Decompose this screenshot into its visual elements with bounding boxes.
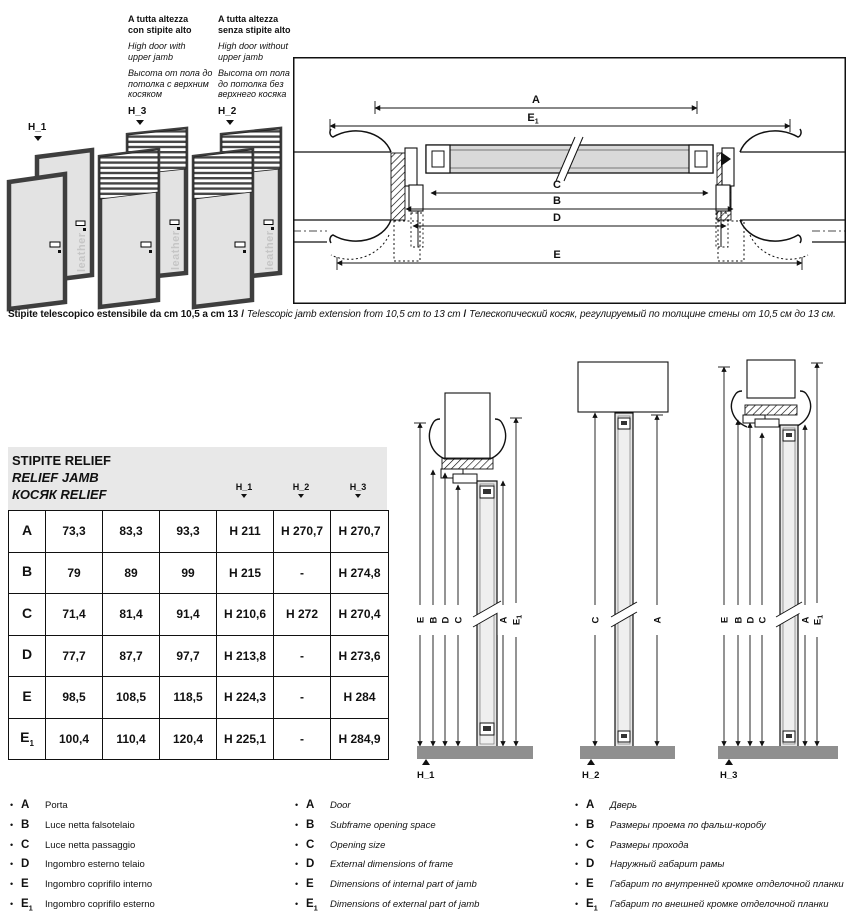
dim-label-b: B	[553, 195, 561, 207]
legend-key: B	[306, 818, 315, 831]
label-it: A tutta altezza con stipite alto	[128, 14, 192, 35]
table-cell: -	[274, 718, 331, 760]
leather-watermark: leather	[76, 232, 88, 272]
dimensions-table	[8, 510, 389, 760]
table-cell: H 225,1	[217, 718, 274, 760]
bullet-icon: •	[575, 800, 579, 810]
table-cell: 118,5	[160, 677, 217, 719]
table-cell: 87,7	[103, 635, 160, 677]
caption: Stipite telescopico estensibile da cm 10,5 a cm 13 / Telescopic jamb extension from 10,5 cm to 13 cm / Телескопический косяк, регулируемый по толщине стены от 10,5 см до 13 см.	[8, 309, 836, 320]
table-cell: H 270,4	[331, 594, 389, 636]
leather-watermark: leather	[170, 230, 182, 270]
legend-text: Габарит по внешней кромке отделочной планки	[610, 898, 829, 910]
title-en: RELIEF JAMB	[12, 470, 99, 485]
bullet-icon: •	[10, 839, 14, 850]
legend-item	[575, 799, 844, 813]
table-cell: 99	[160, 552, 217, 594]
dimension-labels	[719, 603, 825, 637]
dim-label-e: E	[719, 616, 731, 624]
legend-key: C	[306, 838, 315, 851]
dim-label-e: E	[553, 249, 561, 261]
table-cell: 71,4	[46, 594, 103, 636]
bullet-icon: •	[10, 879, 14, 890]
legend-item	[575, 858, 844, 872]
legend-item	[10, 858, 155, 872]
legend-text: Dimensions of external part of jamb	[330, 898, 480, 910]
dim-label-c: C	[590, 616, 602, 624]
legend-text: Размеры проема по фальш-коробу	[610, 819, 766, 831]
legend-text: Porta	[45, 800, 68, 811]
dim-label-d: D	[440, 616, 452, 624]
title-it: STIPITE RELIEF	[12, 453, 111, 468]
door-leaf	[611, 413, 637, 747]
vertical-sections	[395, 355, 846, 790]
legend-item	[575, 878, 844, 892]
dim-label-c: C	[553, 179, 561, 191]
row-label: A	[9, 511, 46, 553]
legend-english	[295, 799, 479, 918]
table-cell: 93,3	[160, 511, 217, 553]
legend-key: C	[21, 838, 30, 851]
table-cell: H 224,3	[217, 677, 274, 719]
table-cell: 81,4	[103, 594, 160, 636]
door-group-h1	[9, 150, 92, 309]
bullet-icon: •	[10, 898, 14, 909]
table-cell: H 210,6	[217, 594, 274, 636]
bullet-icon: •	[295, 839, 299, 850]
dim-label-a: A	[498, 616, 510, 624]
table-cell: 98,5	[46, 677, 103, 719]
table-cell: -	[274, 552, 331, 594]
row-label: C	[9, 594, 46, 636]
floor-bar	[417, 746, 533, 759]
legend-text: Ingombro esterno telaio	[45, 859, 145, 871]
legend-key: E	[21, 878, 29, 891]
dimension-labels	[527, 94, 561, 261]
legend-key: D	[586, 858, 595, 871]
dim-label-c: C	[453, 616, 465, 624]
label-ru: Высота от пола до потолка без верхнего косяка	[218, 68, 290, 99]
telescopic-dotted-outlines	[331, 221, 808, 261]
legend-item	[295, 819, 479, 833]
title-ru: КОСЯК RELIEF	[12, 487, 107, 502]
legend-text: Дверь	[610, 800, 638, 811]
caption-ru: Телескопический косяк, регулируемый по толщине стены от 10,5 см до 13 см.	[469, 309, 836, 320]
dim-label-c: C	[757, 616, 769, 624]
bullet-icon: •	[295, 898, 299, 909]
legend-item	[575, 898, 844, 912]
legend-russian	[575, 799, 844, 918]
table-cell: 89	[103, 552, 160, 594]
table-cell: H 213,8	[217, 635, 274, 677]
legend-key: A	[586, 799, 595, 811]
table-cell: 77,7	[46, 635, 103, 677]
table-cell: 110,4	[103, 718, 160, 760]
bullet-icon: •	[295, 879, 299, 890]
legend-item	[575, 819, 844, 833]
legend-text: Размеры прохода	[610, 839, 689, 851]
bullet-icon: •	[10, 800, 14, 810]
arrow-up-icon	[587, 759, 595, 765]
section-label-h2: H_2	[582, 770, 600, 781]
section-h2	[578, 362, 675, 781]
row-label: D	[9, 635, 46, 677]
legend-item	[295, 898, 479, 912]
table-cell: H 270,7	[331, 511, 389, 553]
bullet-icon: •	[295, 859, 299, 870]
door-group-h3	[100, 129, 186, 307]
table-row	[9, 718, 389, 760]
table-row	[9, 635, 389, 677]
diagram-border	[294, 58, 846, 304]
legend-text: Luce netta falsotelaio	[45, 819, 135, 831]
legend-key: E	[306, 878, 314, 891]
door-leaf	[473, 481, 501, 747]
bullet-icon: •	[10, 859, 14, 870]
legend-key: B	[586, 818, 595, 831]
table-cell: H 284	[331, 677, 389, 719]
floor-bar	[580, 746, 675, 759]
arrow-up-icon	[422, 759, 430, 765]
section-h3	[718, 360, 838, 781]
table-cell: 79	[46, 552, 103, 594]
legend-item	[295, 858, 479, 872]
table-cell: 97,7	[160, 635, 217, 677]
legend-key: A	[21, 799, 30, 811]
legend-key: B	[21, 818, 30, 831]
legend-item	[10, 878, 155, 892]
door-group-h2	[194, 129, 280, 307]
section-label-h3: H_3	[720, 770, 738, 781]
table-row	[9, 511, 389, 553]
col-header-h1: H_1	[222, 482, 266, 498]
legend-key: E	[586, 878, 594, 891]
table-cell: H 272	[274, 594, 331, 636]
legend-item	[295, 878, 479, 892]
dim-label-e1: $E_1$	[812, 614, 825, 626]
label-ru: Высота от пола до потолка с верхним косяком	[128, 68, 213, 99]
table-cell: -	[274, 635, 331, 677]
section-h1	[414, 393, 533, 781]
dim-label-a: A	[800, 616, 812, 624]
legend-item	[10, 799, 155, 813]
label-en: High door with upper jamb	[128, 41, 186, 62]
legend-text: Luce netta passaggio	[45, 839, 136, 851]
door-leaf	[776, 425, 802, 747]
legend-item	[10, 898, 155, 912]
dim-label-d: D	[745, 616, 757, 624]
legend-key: D	[21, 858, 30, 871]
col-header-h2: H_2	[279, 482, 323, 498]
col-header-h3: H_3	[336, 482, 380, 498]
legend-item	[295, 799, 479, 813]
bullet-icon: •	[10, 819, 14, 830]
dim-label-a: A	[532, 94, 540, 106]
legend-key: $E_1$	[306, 897, 318, 913]
legend-key: A	[306, 799, 315, 811]
door-type-label-h3	[128, 14, 220, 125]
legend-text: Door	[330, 800, 351, 811]
table-cell: H 215	[217, 552, 274, 594]
dimension-labels	[415, 603, 524, 637]
table-cell: H 211	[217, 511, 274, 553]
legend-item	[10, 819, 155, 833]
door-leaf-plan	[426, 137, 713, 181]
arrow-down-icon	[241, 494, 247, 498]
table-row	[9, 552, 389, 594]
bullet-icon: •	[295, 819, 299, 830]
table-cell: H 284,9	[331, 718, 389, 760]
table-cell: 83,3	[103, 511, 160, 553]
table-titles	[12, 452, 111, 503]
row-label: B	[9, 552, 46, 594]
legend-key: $E_1$	[586, 897, 598, 913]
dim-label-e1: $E_1$	[511, 614, 524, 626]
legend-text: Subframe opening space	[330, 819, 436, 831]
row-label: E	[9, 677, 46, 719]
legend-text: Габарит по внутренней кромке отделочной планки	[610, 879, 844, 891]
row-label: $E_1$	[9, 718, 46, 760]
table-cell: -	[274, 677, 331, 719]
legend-item	[575, 839, 844, 853]
legend-text: Ingombro coprifilo esterno	[45, 898, 155, 910]
dim-label-b: B	[733, 616, 745, 624]
table-header	[8, 447, 387, 510]
label-it: A tutta altezza senza stipite alto	[218, 14, 291, 35]
table-cell: H 273,6	[331, 635, 389, 677]
h3-marker: H_3	[128, 105, 147, 117]
h1-marker: H_1	[28, 122, 46, 141]
bullet-icon: •	[295, 800, 299, 810]
legend-item	[10, 839, 155, 853]
table-cell: 91,4	[160, 594, 217, 636]
bullet-icon: •	[575, 898, 579, 909]
table-cell: 100,4	[46, 718, 103, 760]
bullet-icon: •	[575, 859, 579, 870]
bullet-icon: •	[575, 839, 579, 850]
caption-it: Stipite telescopico estensibile da cm 10,5 a cm 13	[8, 309, 239, 320]
floor-bar	[718, 746, 838, 759]
caption-en: Telescopic jamb extension from 10,5 cm to 13 cm	[246, 309, 461, 320]
dim-label-e1: $E_1$	[527, 112, 539, 126]
legend-text: Opening size	[330, 839, 386, 851]
table-cell: H 274,8	[331, 552, 389, 594]
bullet-icon: •	[575, 879, 579, 890]
arrow-up-icon	[725, 759, 733, 765]
h2-marker: H_2	[218, 105, 237, 117]
door-illustrations	[0, 125, 292, 308]
table-cell: 73,3	[46, 511, 103, 553]
legend-key: D	[306, 858, 315, 871]
table-row	[9, 677, 389, 719]
dim-label-d: D	[553, 212, 561, 224]
legend-text: Наружный габарит рамы	[610, 859, 725, 871]
bullet-icon: •	[575, 819, 579, 830]
legend-key: C	[586, 838, 595, 851]
legend-text: External dimensions of frame	[330, 859, 454, 871]
arrow-down-icon	[298, 494, 304, 498]
dim-label-a: A	[652, 616, 664, 624]
table-cell: 108,5	[103, 677, 160, 719]
label-en: High door without upper jamb	[218, 41, 289, 62]
section-label-h1: H_1	[417, 770, 435, 781]
dim-label-e: E	[415, 616, 427, 624]
table-cell: H 270,7	[274, 511, 331, 553]
legend-text: Ingombro coprifilo interno	[45, 879, 153, 891]
legend-text: Dimensions of internal part of jamb	[330, 879, 477, 891]
legend-italian	[10, 799, 155, 918]
legend-item	[295, 839, 479, 853]
table-row	[9, 594, 389, 636]
table-cell: 120,4	[160, 718, 217, 760]
dim-label-b: B	[428, 616, 440, 624]
arrow-down-icon	[355, 494, 361, 498]
legend-key: $E_1$	[21, 897, 33, 913]
plan-section-diagram	[293, 57, 846, 304]
leather-watermark: leather	[264, 230, 276, 270]
